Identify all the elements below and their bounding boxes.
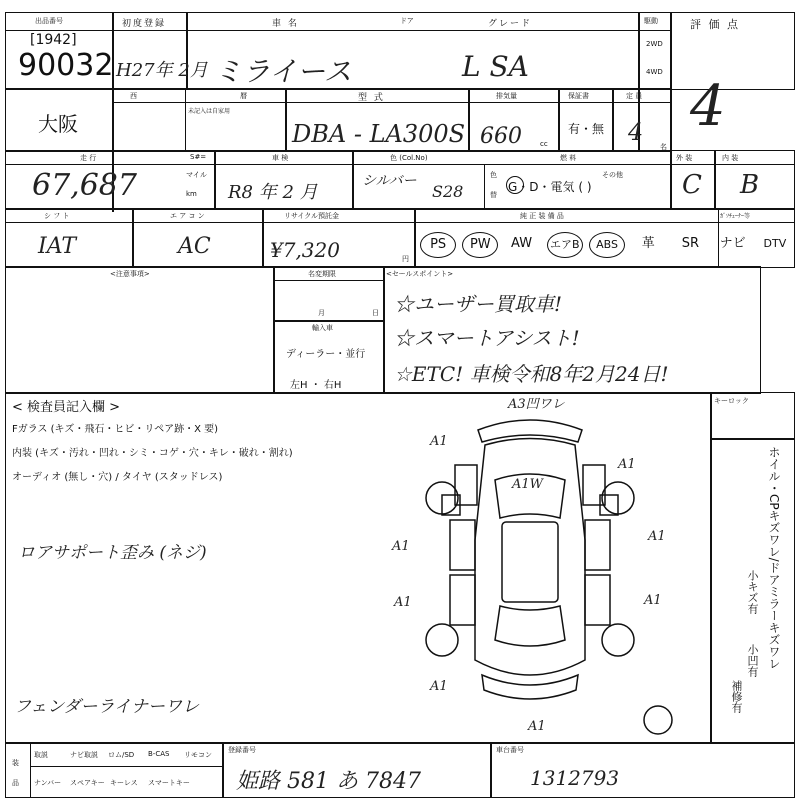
reki-label: 暦	[240, 92, 247, 100]
handwritten-note-1: ロアサポート歪み (ネジ)	[18, 543, 207, 563]
diagram-mark-8: A1	[528, 719, 546, 734]
lot-number: 90032	[18, 48, 114, 83]
score-label: 評 価 点	[690, 18, 740, 31]
diagram-top-note: A3凹ワレ	[508, 397, 565, 412]
exterior-label: 外 装	[676, 154, 693, 162]
tuner-label: ｶﾞｿﾁｭｰﾅｰ等	[720, 213, 751, 220]
chassis-label: 車台番号	[496, 746, 524, 754]
footer-yo: 装	[12, 759, 19, 767]
s-label: S#=	[190, 153, 207, 161]
color-iro: 色	[490, 171, 497, 179]
recycle-label: リサイクル預託金	[284, 212, 340, 220]
diagram-mark-6: A1	[644, 593, 662, 608]
diagram-mark-3: A1	[392, 539, 410, 554]
footer-bcas: B-CAS	[148, 750, 170, 758]
displacement-label: 排気量	[496, 92, 517, 100]
mileage-value: 67,687	[32, 168, 137, 203]
fuel-other: その他	[602, 171, 623, 179]
side-note-2: 小キズ有	[746, 570, 759, 614]
caution-label: <注意事項>	[110, 270, 150, 278]
grade-value: L SA	[462, 50, 529, 83]
car-name-value: ミライース	[214, 55, 352, 88]
door-label: ドア	[400, 17, 414, 25]
seats-label: 定 員	[626, 92, 643, 100]
reki-note: 未記入は自家用	[188, 108, 231, 115]
dealer-option: ディーラー・並行	[286, 349, 366, 360]
drive-2wd: 2WD	[646, 40, 663, 48]
car-name-label: 車 名	[272, 19, 299, 29]
month-label: 月	[318, 309, 325, 317]
plate-value: 姫路 581 あ 7847	[236, 769, 421, 794]
equipment-item-3: エアB	[547, 232, 583, 258]
plate-label: 登録番号	[228, 746, 256, 754]
grade-label: グレード	[488, 19, 533, 29]
warranty-value: 有・無	[568, 122, 605, 136]
interior-line: 内装 (キズ・汚れ・凹れ・シミ・コゲ・穴・キレ・破れ・割れ)	[12, 448, 293, 459]
warranty-label: 保証書	[568, 92, 589, 100]
color-number: S28	[432, 182, 464, 201]
handwritten-note-2: フェンダーライナーワレ	[14, 697, 199, 717]
yen-unit: 円	[402, 255, 409, 263]
lot-label: 出品番号	[35, 17, 63, 25]
chassis-value: 1312793	[530, 766, 620, 790]
nishi-label: 西	[130, 92, 137, 100]
keylock-label: キーロック	[714, 397, 749, 405]
right-front-door	[585, 520, 610, 570]
recycle-value: ¥7,320	[270, 238, 340, 262]
mile-note: マイル	[186, 171, 207, 179]
sales-label: <セールスポイント>	[386, 270, 454, 278]
km-unit: km	[186, 190, 197, 198]
footer-rom: ロム/SD	[108, 751, 135, 759]
mileage-label: 走 行	[80, 154, 97, 162]
model-value: DBA - LA300S	[292, 120, 466, 148]
inspector-title: < 検査員記入欄 >	[12, 400, 121, 415]
seats-value: 4	[628, 118, 644, 146]
cc-unit: cc	[540, 140, 548, 148]
diagram-mark-7: A1	[430, 679, 448, 694]
color-value: シルバー	[362, 173, 417, 189]
shift-label: シ フ ト	[44, 212, 70, 220]
fuel-value: G・D・電気 ( )	[508, 180, 592, 194]
footer-spare: スペアキー	[70, 779, 105, 787]
lot-sub: [1942]	[30, 32, 77, 48]
sales-line-3: ☆ETC! 車検令和8年2月24日!	[394, 362, 669, 386]
roof	[502, 522, 558, 602]
first-reg-label: 初度登録	[122, 19, 167, 29]
equipment-item-5: 革	[641, 236, 655, 251]
footer-remote: リモコン	[184, 751, 212, 759]
wheel-rear-right	[602, 624, 634, 656]
inspection-value: R8 年 2 月	[228, 182, 318, 203]
interior-value: B	[740, 170, 760, 200]
drive-label: 駆動	[644, 17, 658, 25]
wheel-rear-left	[426, 624, 458, 656]
side-note-4: 補修有	[730, 680, 743, 713]
glass-line: Fガラス (キズ・飛石・ヒビ・リペア跡・X 要)	[12, 424, 219, 435]
footer-keyless: キーレス	[110, 779, 138, 787]
left-rear-door	[450, 575, 475, 625]
equipment-item-7: ナビ	[719, 236, 746, 251]
right-rear-door	[585, 575, 610, 625]
equipment-label: 純 正 装 備 品	[520, 212, 564, 220]
shift-value: IAT	[38, 234, 77, 259]
diagram-mark-2: A1	[618, 457, 636, 472]
score-value: 4	[690, 74, 726, 139]
interior-label: 内 装	[722, 154, 739, 162]
displacement-value: 660	[480, 124, 522, 149]
equipment-item-6: SR	[681, 236, 700, 251]
side-note-3: 小凹有	[746, 644, 759, 677]
footer-number: ナンバー	[34, 779, 62, 787]
equipment-row	[416, 226, 796, 266]
spare-tire	[644, 706, 672, 734]
location: 大阪	[38, 112, 78, 136]
name-change-label: 名変期限	[308, 270, 336, 278]
footer-ten: 品	[12, 779, 19, 787]
drive-4wd: 4WD	[646, 68, 663, 76]
color-label: 色 (Col.No)	[390, 154, 428, 162]
diagram-mark-5: A1	[394, 595, 412, 610]
equipment-item-1: PW	[462, 232, 498, 258]
import-label: 輸入車	[312, 324, 333, 332]
side-note-main: ホイル・CPキズワレ/ドアミラーキズワレ	[767, 446, 781, 670]
left-front-door	[450, 520, 475, 570]
ac-value: AC	[178, 234, 211, 259]
footer-tori: 取説	[34, 751, 48, 759]
first-reg-value: H27年 2月	[116, 60, 208, 81]
day-label: 日	[372, 309, 379, 317]
footer-nav: ナビ取説	[70, 751, 98, 759]
exterior-value: C	[682, 170, 702, 200]
inspection-label: 車 検	[272, 154, 289, 162]
equipment-item-8: DTV	[763, 237, 787, 250]
fuel-circle-mark	[506, 176, 524, 194]
color-gae: 替	[490, 191, 497, 199]
fuel-label: 燃 料	[560, 154, 577, 162]
footer-smart: スマートキー	[148, 779, 190, 787]
diagram-mark-4: A1	[648, 529, 666, 544]
ac-label: エ ア コ ン	[170, 212, 205, 220]
rear-window	[495, 606, 565, 646]
sales-line-2: ☆スマートアシスト!	[394, 326, 580, 350]
equipment-item-2: AW	[511, 236, 533, 251]
audio-line: オーディオ (無し・穴) / タイヤ (スタッドレス)	[12, 472, 223, 483]
sales-line-1: ☆ユーザー買取車!	[394, 292, 563, 316]
seats-unit: 名	[660, 143, 667, 151]
type-label: 型 式	[358, 93, 385, 103]
handle-option: 左H ・ 右H	[290, 380, 342, 391]
equipment-item-4: ABS	[589, 232, 625, 258]
rear-bumper	[482, 675, 578, 699]
equipment-item-0: PS	[420, 232, 456, 258]
diagram-mark-1: A1	[430, 434, 448, 449]
diagram-roof-note: A1W	[512, 477, 544, 492]
car-damage-diagram	[380, 390, 680, 740]
